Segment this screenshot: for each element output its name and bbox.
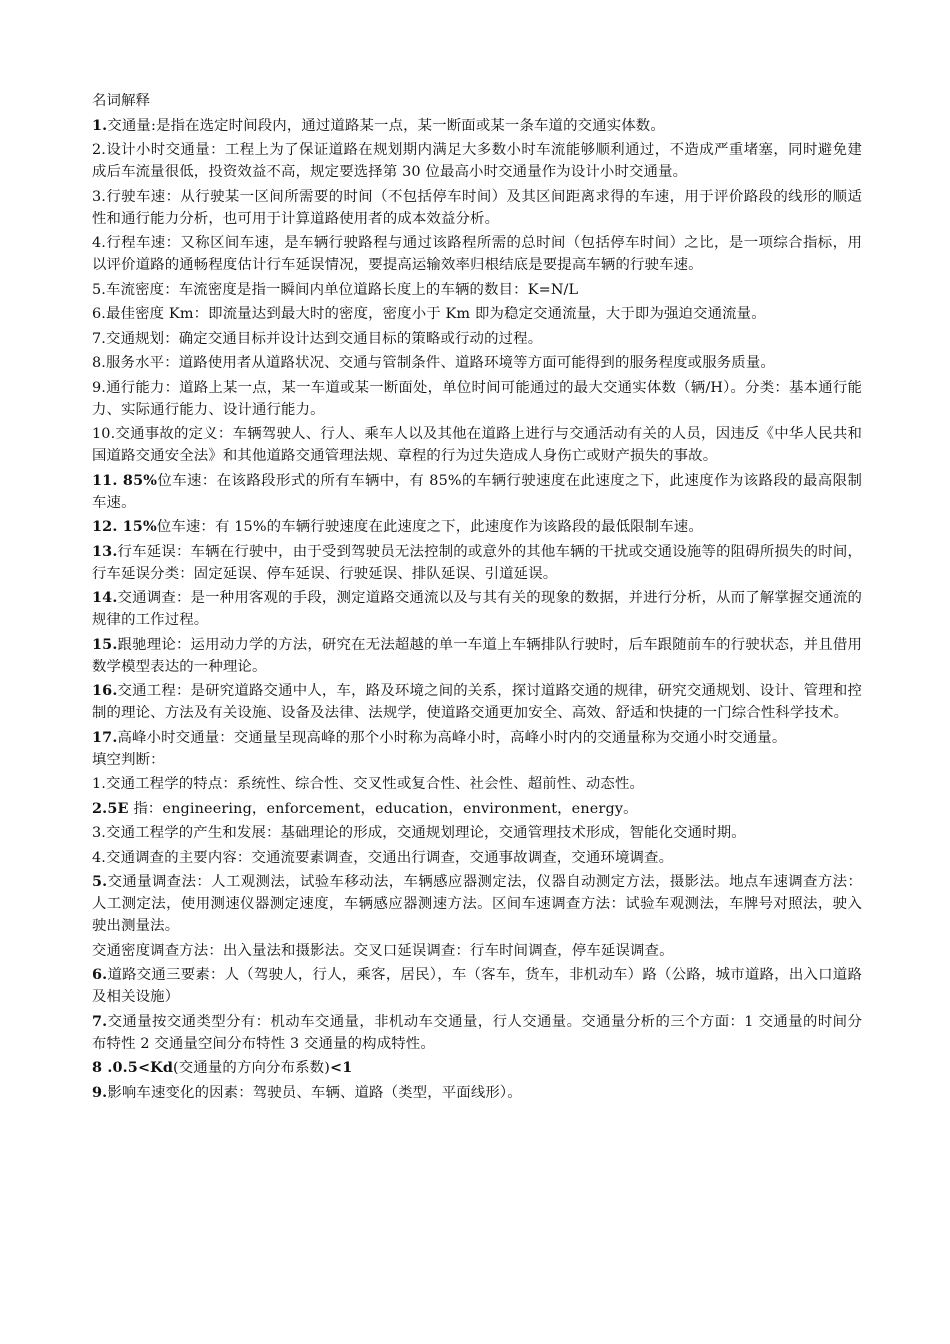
item-text: 最佳密度 Km：即流量达到最大时的密度，密度小于 Km 即为稳定交通流量，大于即为强迫交通流量。 bbox=[106, 306, 766, 322]
section1-item bbox=[92, 541, 862, 585]
section2-item bbox=[92, 847, 862, 869]
item-tail: <1 bbox=[329, 1059, 353, 1076]
item-number: 3. bbox=[92, 825, 107, 841]
item-text: 交通工程：是研究道路交通中人，车，路及环境之间的关系，探讨道路交通的规律，研究交通规划、设计、管理和控制的理论、方法及有关设施、设备及法律、法规学，使道路交通更加安全、高效、舒适和快捷的一门综合性科学技术。 bbox=[92, 683, 862, 721]
section1-item bbox=[92, 587, 862, 631]
item-text: 交通调查：是一种用客观的手段，测定道路交通流以及与其有关的现象的数据，并进行分析，从而了解掌握交通流的规律的工作过程。 bbox=[92, 590, 862, 628]
document-body bbox=[92, 90, 862, 1104]
item-number: 8 .0.5<Kd bbox=[92, 1059, 174, 1076]
item-text: 高峰小时交通量：交通量呈现高峰的那个小时称为高峰小时，高峰小时内的交通量称为交通小时交通量。 bbox=[117, 729, 787, 746]
section1-item bbox=[92, 186, 862, 230]
item-text: 指：engineering，enforcement，education，environment，energy。 bbox=[128, 800, 638, 817]
item-number: 7. bbox=[92, 1012, 108, 1030]
section2-item bbox=[92, 773, 862, 795]
item-number: 4. bbox=[92, 849, 107, 866]
item-number: 17. bbox=[92, 728, 118, 746]
item-text: 交通调查的主要内容：交通流要素调查，交通出行调查，交通事故调查，交通环境调查。 bbox=[106, 849, 674, 866]
item-text: 跟驰理论：运用动力学的方法，研究在无法超越的单一车道上车辆排队行驶时，后车跟随前车的行驶状态，并且借用数学模型表达的一种理论。 bbox=[92, 636, 862, 675]
section1-item bbox=[92, 634, 862, 678]
item-number: 8. bbox=[92, 355, 107, 371]
item-number: 11. 85% bbox=[92, 471, 158, 489]
section1-item bbox=[92, 115, 862, 137]
item-text: 位车速：有 15%的车辆行驶速度在此速度之下，此速度作为该路段的最低限制车速。 bbox=[156, 519, 703, 535]
item-text: 交通工程学的特点：系统性、综合性、交叉性或复合性、社会性、超前性、动态性。 bbox=[106, 776, 645, 792]
item-text: 交通量调查法：人工观测法，试验车移动法，车辆感应器测定法，仪器自动测定方法，摄影法。地点车速调查方法：人工测定法，使用测速仪器测定速度，车辆感应器测速方法。区间车速调查方法：试验车观测法，车牌号对照法，驶入驶出测量法。 bbox=[92, 874, 862, 934]
item-number: 9. bbox=[92, 379, 107, 396]
item-number: 1. bbox=[92, 116, 108, 134]
item-number: 15. bbox=[92, 635, 118, 653]
item-text: 位车速：在该路段形式的所有车辆中，有 85%的车辆行驶速度在此速度之下，此速度作为该路段的最高限制车速。 bbox=[92, 472, 863, 511]
section-title-terms: 名词解释 bbox=[92, 93, 151, 109]
item-number: 1. bbox=[92, 776, 107, 792]
item-text: 交通量按交通类型分有：机动车交通量，非机动车交通量，行人交通量。交通量分析的三个方面：1 交通量的时间分布特性 2 交通量空间分布特性 3 交通量的构成特性。 bbox=[92, 1013, 862, 1052]
item-number: 16. bbox=[92, 682, 118, 699]
item-number: 9. bbox=[92, 1083, 108, 1101]
section1-item bbox=[92, 139, 862, 183]
item-number: 5. bbox=[92, 281, 107, 298]
item-number: 2. bbox=[92, 142, 107, 158]
item-number: 5. bbox=[92, 873, 108, 890]
item-text: 车流密度：车流密度是指一瞬间内单位道路长度上的车辆的数目：K=N/L bbox=[106, 281, 579, 298]
section2-item bbox=[92, 1011, 862, 1055]
item-text: 行车延误：车辆在行驶中，由于受到驾驶员无法控制的或意外的其他车辆的干扰或交通设施等的阻碍所损失的时间，行车延误分类：固定延误、停车延误、行驶延误、排队延误、引道延误。 bbox=[92, 543, 862, 582]
section1-item bbox=[92, 727, 862, 749]
section1-item bbox=[92, 423, 862, 467]
item-text: 交通事故的定义：车辆驾驶人、行人、乘车人以及其他在道路上进行与交通活动有关的人员，因违反《中华人民共和国道路交通安全法》和其他道路交通管理法规、章程的行为过失造成人身伤亡或财产损失的事故。 bbox=[92, 426, 862, 464]
item-number: 14. bbox=[92, 589, 118, 606]
section2-item bbox=[92, 798, 862, 820]
item-number: 6. bbox=[92, 306, 107, 322]
item-text: 道路交通三要素：人（驾驶人，行人，乘客，居民），车（客车，货车，非机动车）路（公路，城市道路，出入口道路及相关设施） bbox=[92, 967, 862, 1005]
item-number: 4. bbox=[92, 235, 107, 251]
section1-item bbox=[92, 328, 862, 350]
item-number: 12. 15% bbox=[92, 518, 157, 535]
item-number: 3. bbox=[92, 188, 107, 205]
item-text: 服务水平：道路使用者从道路状况、交通与管制条件、道路环境等方面可能得到的服务程度或服务质量。 bbox=[106, 355, 775, 371]
section1-item bbox=[92, 352, 862, 374]
terms-list bbox=[92, 115, 862, 749]
section2-item bbox=[92, 822, 862, 844]
section2-item bbox=[92, 964, 862, 1008]
item-text: 通行能力：道路上某一点，某一车道或某一断面处，单位时间可能通过的最大交通实体数（辆/H）。分类：基本通行能力、实际通行能力、设计通行能力。 bbox=[92, 379, 862, 418]
item-text: (交通量的方向分布系数) bbox=[173, 1060, 330, 1076]
section1-item bbox=[92, 303, 862, 325]
item-text: 交通工程学的产生和发展：基础理论的形成，交通规划理论，交通管理技术形成，智能化交通时期。 bbox=[106, 825, 746, 841]
item-text: 交通密度调查方法：出入量法和摄影法。交叉口延误调查：行车时间调查，停车延误调查。 bbox=[92, 942, 674, 959]
item-text: 影响车速变化的因素：驾驶员、车辆、道路（类型，平面线形）。 bbox=[107, 1084, 522, 1101]
item-text: 行驶车速：从行驶某一区间所需要的时间（不包括停车时间）及其区间距离求得的车速，用于评价路段的线形的顺适性和通行能力分析，也可用于计算道路使用者的成本效益分析。 bbox=[92, 188, 862, 227]
section1-item bbox=[92, 279, 862, 301]
section1-item bbox=[92, 516, 862, 538]
item-text: 交通规划：确定交通目标并设计达到交通目标的策略或行动的过程。 bbox=[106, 330, 543, 347]
item-number: 10. bbox=[92, 426, 116, 442]
section1-item bbox=[92, 470, 862, 514]
item-number: 2.5E bbox=[92, 799, 129, 817]
section2-item bbox=[92, 1057, 862, 1079]
item-text: 交通量:是指在选定时间段内，通过道路某一点，某一断面或某一条车道的交通实体数。 bbox=[107, 117, 665, 134]
item-text: 设计小时交通量：工程上为了保证道路在规划期内满足大多数小时车流能够顺利通过，不造成严重堵塞，同时避免建成后车流量很低，投资效益不高，规定要选择第 30 位最高小时交通量作为设计小时交通量。 bbox=[92, 142, 862, 180]
section1-item bbox=[92, 232, 862, 276]
item-text: 行程车速：又称区间车速，是车辆行驶路程与通过该路程所需的总时间（包括停车时间）之比，是一项综合指标，用以评价道路的通畅程度估计行车延误情况，要提高运输效率归根结底是要提高车辆的行驶车速。 bbox=[92, 235, 862, 273]
item-number: 7. bbox=[92, 330, 107, 347]
section2-item bbox=[92, 1082, 862, 1104]
section1-item bbox=[92, 680, 862, 724]
item-number: 13. bbox=[92, 542, 118, 560]
section2-item bbox=[92, 940, 862, 962]
item-number: 6. bbox=[92, 966, 108, 983]
fill-judge-list bbox=[92, 773, 862, 1104]
section2-item bbox=[92, 871, 862, 937]
section-title-fill-judge: 填空判断： bbox=[92, 751, 165, 768]
section1-item bbox=[92, 377, 862, 421]
